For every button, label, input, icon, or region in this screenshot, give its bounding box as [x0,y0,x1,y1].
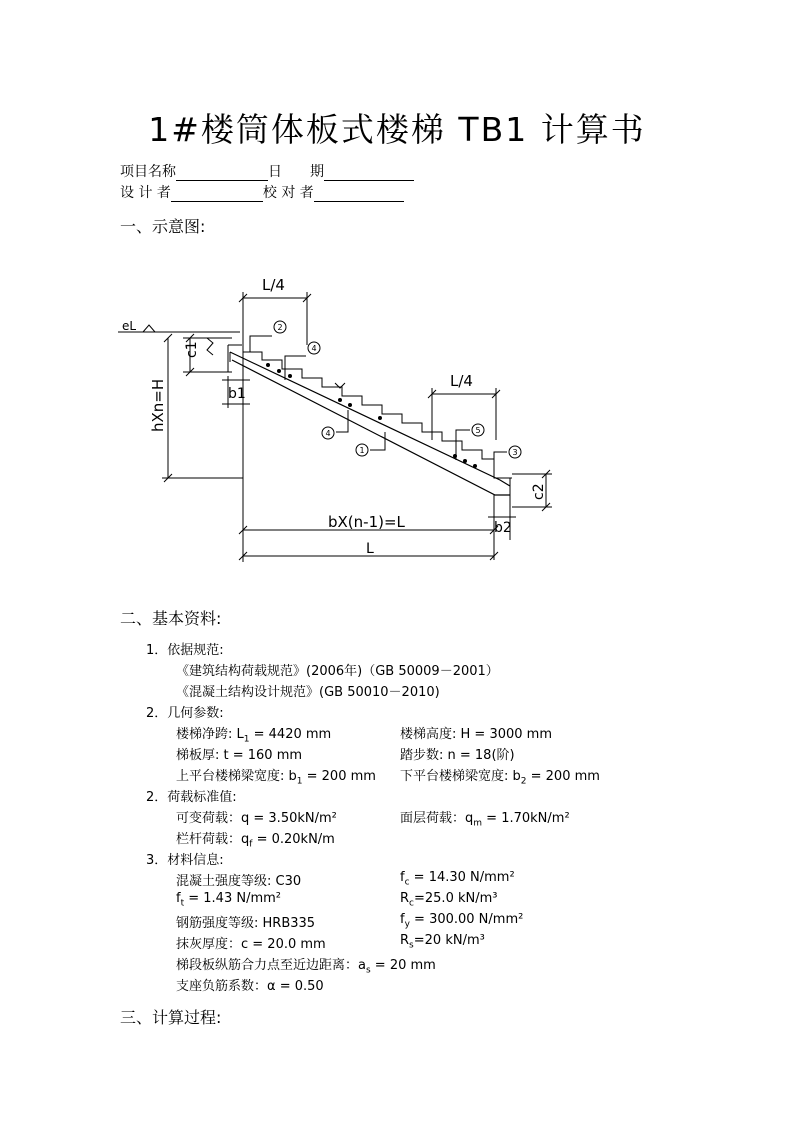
material-ft: $f_t = 1.43$ N/mm² [176,891,281,909]
spec-heading: 1．依据规范: [146,643,224,658]
geom-span: 楼梯净跨: $L_1 = 4420$ mm [176,727,332,745]
date-label: 日 期 [268,164,324,180]
load-live: 可变荷载：q = 3.50kN/m² [176,811,337,826]
marker-4c: 5 [475,426,481,435]
spec-2: 《混凝土结构设计规范》(GB 50010－2010) [176,685,440,700]
section-diagram-heading: 一、示意图: [120,217,206,236]
material-steel: 钢筋强度等级: HRB335 [176,916,316,931]
load-rail: 栏杆荷载：$q_f = 0.20kN/m$ [176,832,335,850]
spec-1: 《建筑结构荷载规范》(2006年)（GB 50009－2001） [176,664,499,679]
quarter-bottom-label: L/4 [450,372,473,390]
height-label: hXn=H [149,378,167,432]
load-heading: 2．荷载标准值: [146,790,237,805]
geom-upper-beam: 上平台楼梯梁宽度: $b_1 = 200$ mm [176,769,376,787]
geom-heading: 2．几何参数: [146,706,224,721]
marker-4a: 4 [311,344,317,353]
c1-label: c1 [184,341,200,358]
geom-steps: 踏步数: n = 18(阶) [400,748,515,763]
material-rc: $R_c=25.0$ kN/m³ [400,891,498,909]
section-basic-heading: 二、基本资料: [120,609,222,628]
total-label: L [366,541,374,557]
el-label: eL [122,319,137,333]
material-as: 梯段板纵筋合力点至近边距离：$a_s = 20$ mm [176,958,436,976]
marker-5: 3 [512,448,518,457]
material-plaster: 抹灰厚度：c = 20.0 mm [176,937,326,952]
material-alpha: 支座负筋系数：α = 0.50 [176,979,324,994]
material-heading: 3．材料信息: [146,853,224,868]
marker-1: 1 [359,446,365,455]
project-name-label: 项目名称 [120,164,176,180]
b1-label: b1 [228,386,246,402]
marker-4b: 4 [325,429,331,438]
section-calc-heading: 三、计算过程: [120,1008,222,1027]
geom-height: 楼梯高度: H = 3000 mm [400,727,552,742]
designer-label: 设 计 者 [120,185,171,201]
geom-lower-beam: 下平台楼梯梁宽度: $b_2 = 200$ mm [400,769,600,787]
span-label: bX(n-1)=L [328,513,405,531]
b2-label: b2 [494,520,512,536]
material-rs: $R_s=20$ kN/m³ [400,933,485,951]
marker-2: 2 [277,323,283,332]
quarter-top-label: L/4 [262,276,285,294]
page-title: 1#楼筒体板式楼梯 TB1 计算书 [148,110,646,149]
geom-thickness: 梯板厚: t = 160 mm [176,748,303,763]
material-concrete: 混凝土强度等级: C30 [176,874,302,889]
checker-label: 校 对 者 [262,185,314,201]
material-fc: $f_c = 14.30$ N/mm² [400,870,515,888]
c2-label: c2 [531,483,547,500]
material-fy: $f_y = 300.00$ N/mm² [400,912,524,930]
load-finish: 面层荷载：$q_m = 1.70kN/m^2$ [400,811,570,829]
